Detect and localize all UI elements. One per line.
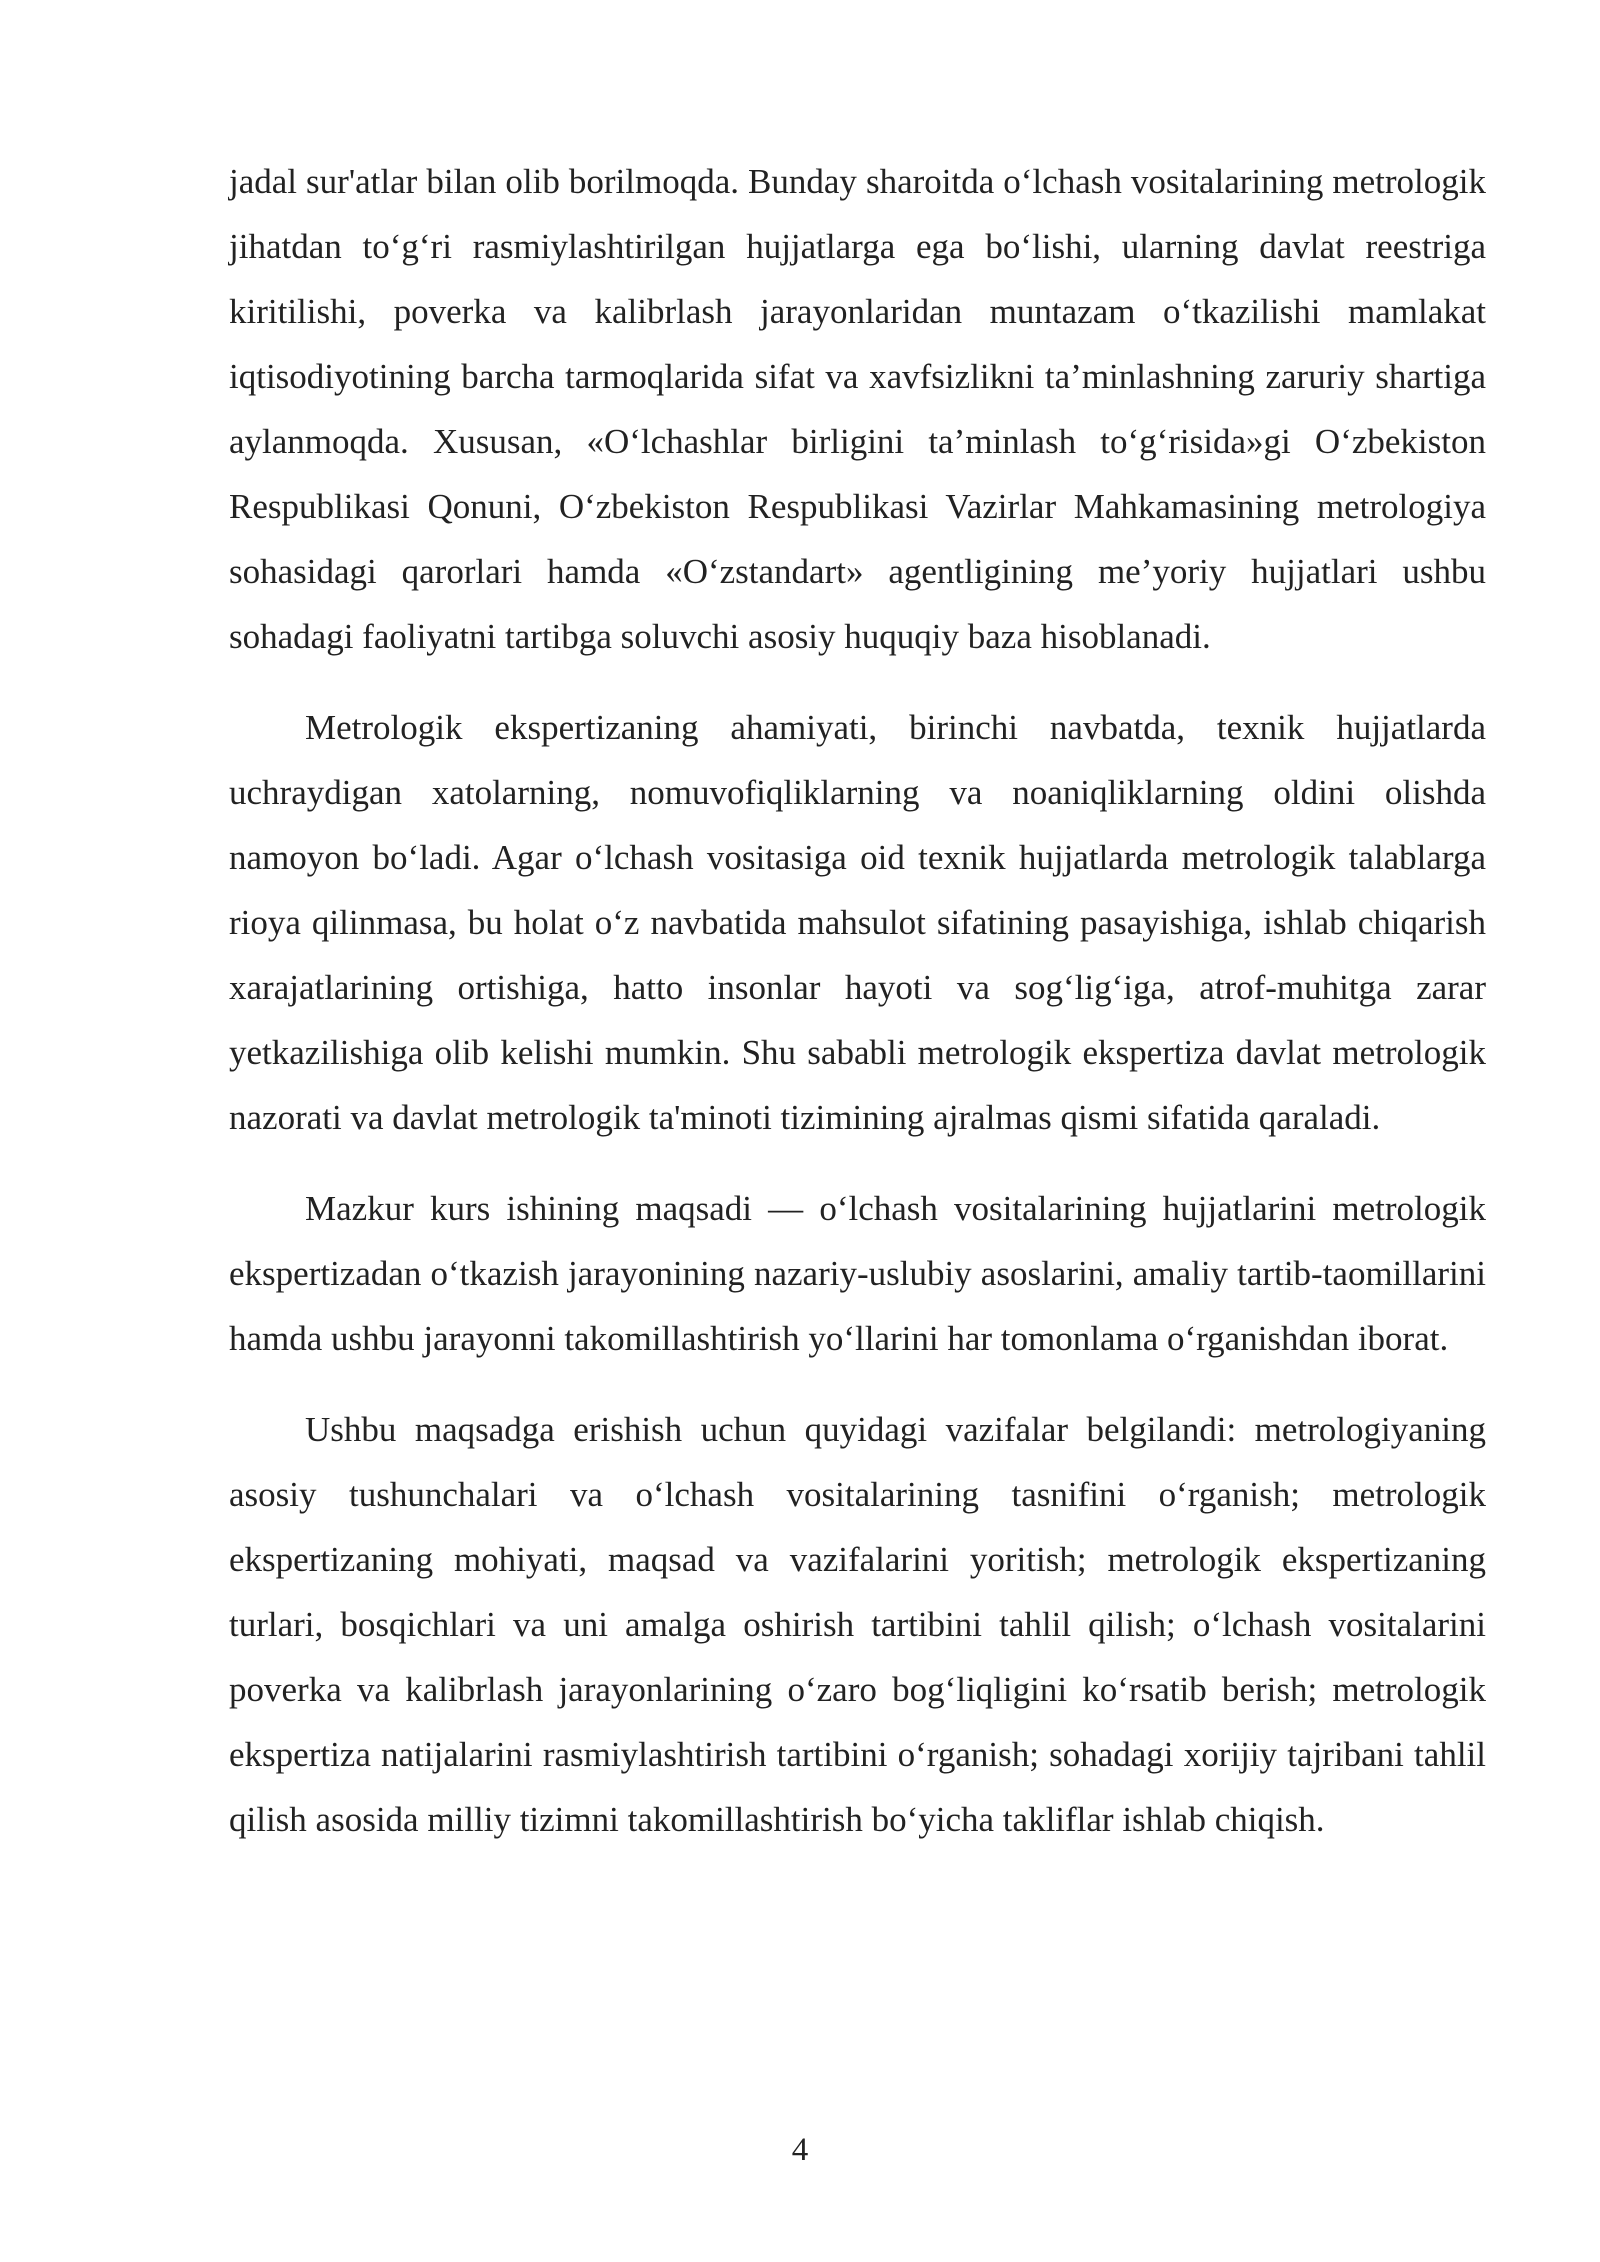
- paragraph-4: Ushbu maqsadga erishish uchun quyidagi vazifalar belgilandi: metrologiyaning asosiy tushunchalari va o‘lchash vositalarining tasnifini o‘rganish; metrologik ekspertizaning mohiyati, maqsad va vazifalarini yoritish; metrologik ekspertizaning turlari, bosqichlari va uni amalga oshirish tartibini tahlil qilish; o‘lchash vositalarini poverka va kalibrlash jarayonlarining o‘zaro bog‘liqligini ko‘rsatib berish; metrologik ekspertiza natijalarini rasmiylashtirish tartibini o‘rganish; sohadagi xorijiy tajribani tahlil qilish asosida milliy tizimni takomillashtirish bo‘yicha takliflar ishlab chiqish.: [229, 1410, 1486, 1839]
- paragraph-2: Metrologik ekspertizaning ahamiyati, birinchi navbatda, texnik hujjatlarda uchraydigan xatolarning, nomuvofiqliklarning va noaniqliklarning oldini olishda namoyon bo‘ladi. Agar o‘lchash vositasiga oid texnik hujjatlarda metrologik talablarga rioya qilinmasa, bu holat o‘z navbatida mahsulot sifatining pasayishiga, ishlab chiqarish xarajatlarining ortishiga, hatto insonlar hayoti va sog‘lig‘iga, atrof-muhitga zarar yetkazilishiga olib kelishi mumkin. Shu sababli metrologik ekspertiza davlat metrologik nazorati va davlat metrologik ta'minoti tizimining ajralmas qismi sifatida qaraladi.: [229, 708, 1486, 1137]
- paragraph-1: jadal sur'atlar bilan olib borilmoqda. Bunday sharoitda o‘lchash vositalarining metrologik jihatdan to‘g‘ri rasmiylashtirilgan hujjatlarga ega bo‘lishi, ularning davlat reestriga kiritilishi, poverka va kalibrlash jarayonlaridan muntazam o‘tkazilishi mamlakat iqtisodiyotining barcha tarmoqlarida sifat va xavfsizlikni ta’minlashning zaruriy shartiga aylanmoqda. Xususan, «O‘lchashlar birligini ta’minlash to‘g‘risida»gi O‘zbekiston Respublikasi Qonuni, O‘zbekiston Respublikasi Vazirlar Mahkamasining metrologiya sohasidagi qarorlari hamda «O‘zstandart» agentligining me’yoriy hujjatlari ushbu sohadagi faoliyatni tartibga soluvchi asosiy huquqiy baza hisoblanadi.: [229, 162, 1486, 656]
- body-text: [229, 149, 1486, 1878]
- page-number: 4: [791, 2132, 809, 2168]
- paragraph-3: Mazkur kurs ishining maqsadi — o‘lchash vositalarining hujjatlarini metrologik ekspertizadan o‘tkazish jarayonining nazariy-uslubiy asoslarini, amaliy tartib-taomillarini hamda ushbu jarayonni takomillashtirish yo‘llarini har tomonlama o‘rganishdan iborat.: [229, 1189, 1486, 1358]
